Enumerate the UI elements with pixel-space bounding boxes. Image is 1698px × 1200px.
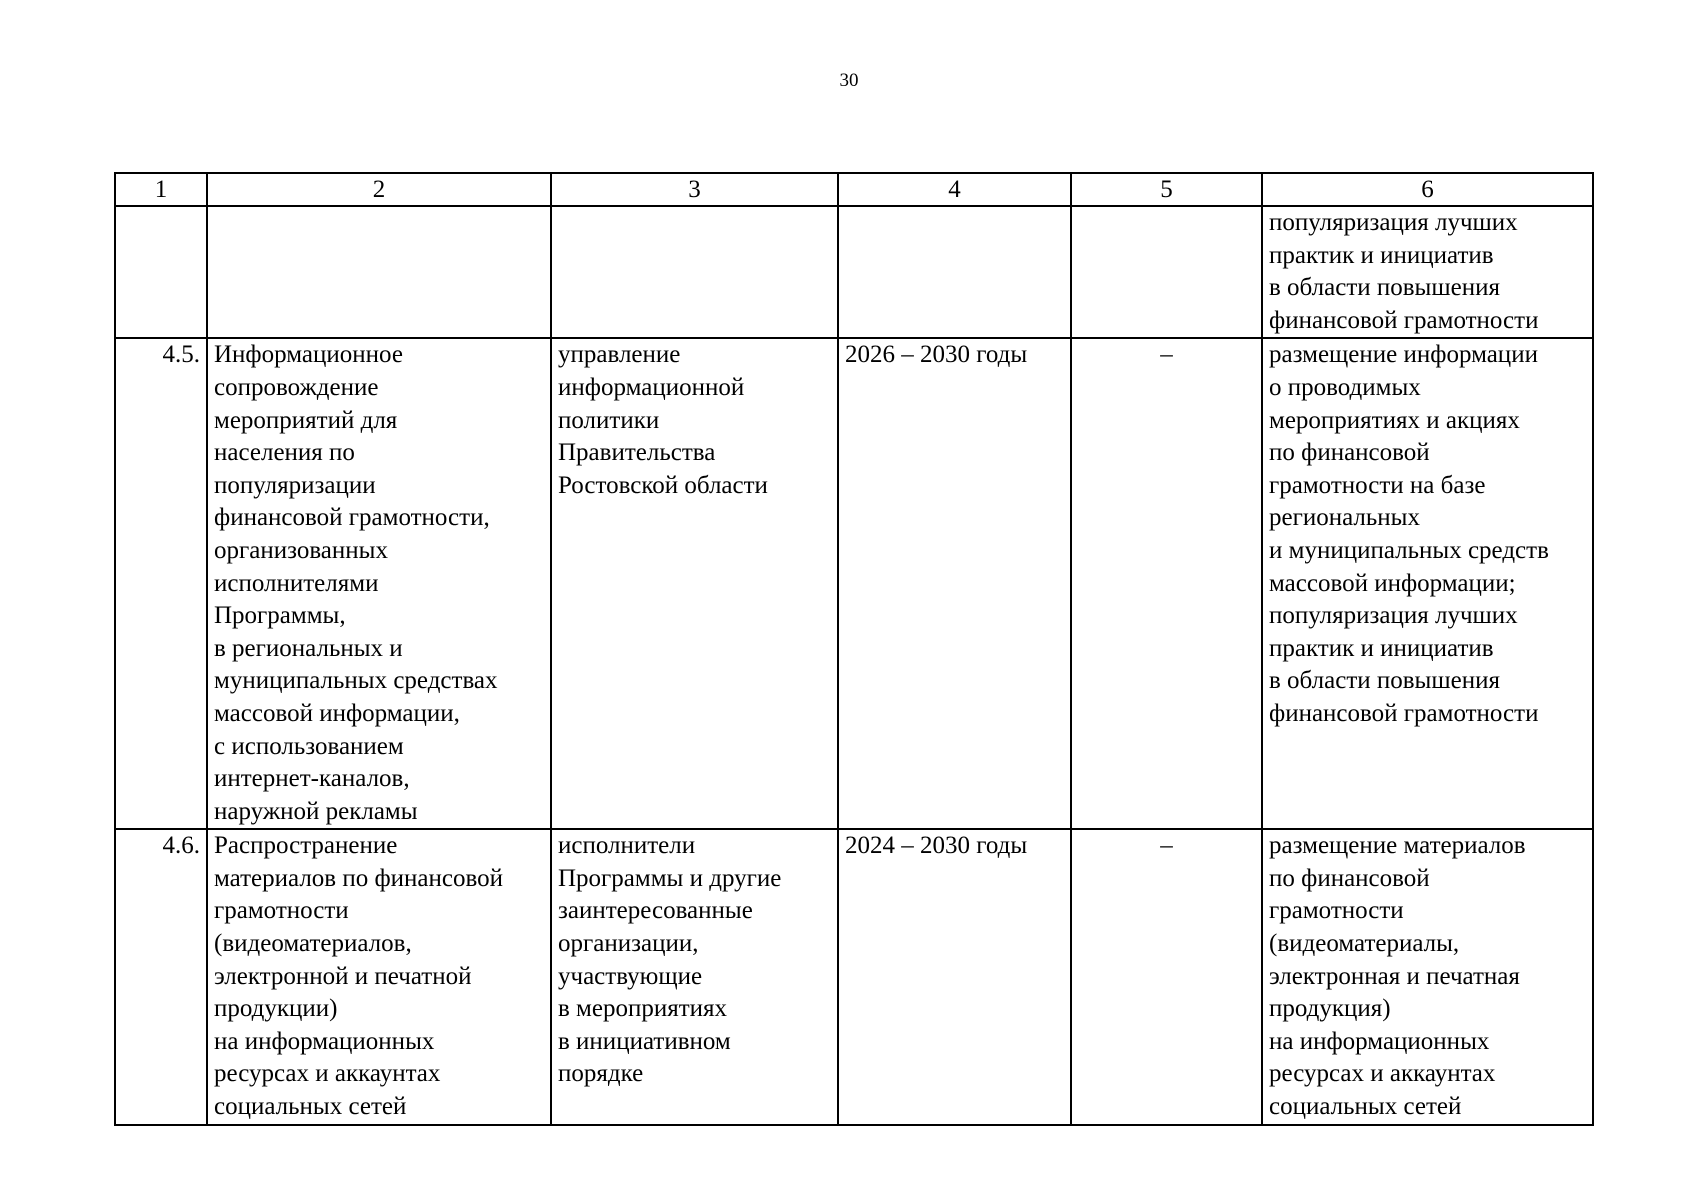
text-line: региональных bbox=[1269, 504, 1420, 532]
text-line: Распространение bbox=[214, 832, 398, 860]
text-line: участвующие bbox=[558, 962, 703, 990]
period-cell: 2026 – 2030 годы bbox=[838, 338, 1071, 829]
page-number: 30 bbox=[839, 70, 859, 91]
text-line: размещение материалов bbox=[1269, 832, 1526, 860]
executor-cell bbox=[551, 829, 838, 1124]
text-line: финансовой грамотности bbox=[1269, 306, 1539, 334]
text-line: популяризации bbox=[214, 471, 376, 499]
text-line: интернет-каналов, bbox=[214, 765, 410, 793]
text-line: продукции) bbox=[214, 995, 338, 1023]
column-header-3: 3 bbox=[551, 173, 838, 206]
text-line: продукция) bbox=[1269, 995, 1391, 1023]
text-line: на информационных bbox=[1269, 1027, 1490, 1055]
continuation-row bbox=[115, 206, 1593, 338]
text-line: (видеоматериалов, bbox=[214, 930, 412, 958]
text-line: в области повышения bbox=[1269, 667, 1500, 695]
text-line: материалов по финансовой bbox=[214, 864, 504, 892]
text-line: популяризация лучших bbox=[1269, 602, 1518, 630]
row-number: 4.5. bbox=[115, 338, 207, 829]
text-line: в инициативном bbox=[558, 1027, 731, 1055]
column-header-5: 5 bbox=[1071, 173, 1262, 206]
text-line: ресурсах и аккаунтах bbox=[1269, 1060, 1496, 1088]
text-line: порядке bbox=[558, 1060, 644, 1088]
period-cell: 2024 – 2030 годы bbox=[838, 829, 1071, 1124]
text-line: по финансовой bbox=[1269, 864, 1430, 892]
column-header-1: 1 bbox=[115, 173, 207, 206]
text-line: организованных bbox=[214, 536, 388, 564]
text-line: политики bbox=[558, 406, 660, 434]
text-line: размещение информации bbox=[1269, 341, 1538, 369]
text-line: мероприятиях и акциях bbox=[1269, 406, 1520, 434]
text-line: социальных сетей bbox=[1269, 1093, 1462, 1121]
text-line: Программы, bbox=[214, 602, 346, 630]
text-line: электронной и печатной bbox=[214, 962, 472, 990]
text-line: Информационное bbox=[214, 341, 403, 369]
text-line: ресурсах и аккаунтах bbox=[214, 1060, 441, 1088]
text-line: о проводимых bbox=[1269, 373, 1421, 401]
cell-empty bbox=[551, 206, 838, 338]
text-line: грамотности на базе bbox=[1269, 471, 1486, 499]
text-line: социальных сетей bbox=[214, 1093, 407, 1121]
text-line: по финансовой bbox=[1269, 439, 1430, 467]
text-line: сопровождение bbox=[214, 373, 379, 401]
header-row bbox=[115, 173, 1593, 206]
text-line: на информационных bbox=[214, 1027, 435, 1055]
text-line: мероприятий для bbox=[214, 406, 398, 434]
text-line: информационной bbox=[558, 373, 745, 401]
text-line: в области повышения bbox=[1269, 274, 1500, 302]
text-line: грамотности bbox=[1269, 897, 1404, 925]
text-line: организации, bbox=[558, 930, 699, 958]
text-line: с использованием bbox=[214, 732, 404, 760]
activity-cell bbox=[207, 338, 551, 829]
text-line: финансовой грамотности bbox=[1269, 699, 1539, 727]
cell-empty bbox=[838, 206, 1071, 338]
measures-table bbox=[114, 172, 1594, 1126]
text-line: управление bbox=[558, 341, 681, 369]
column-header-4: 4 bbox=[838, 173, 1071, 206]
result-cell bbox=[1262, 829, 1593, 1124]
text-line: (видеоматериалы, bbox=[1269, 930, 1460, 958]
table-row bbox=[115, 338, 1593, 829]
text-line: и муниципальных средств bbox=[1269, 536, 1549, 564]
text-line: финансовой грамотности, bbox=[214, 504, 490, 532]
result-cell bbox=[1262, 338, 1593, 829]
cell-empty bbox=[115, 206, 207, 338]
table-row bbox=[115, 829, 1593, 1124]
text-line: в мероприятиях bbox=[558, 995, 728, 1023]
text-line: практик и инициатив bbox=[1269, 241, 1494, 269]
continuation-result-cell bbox=[1262, 206, 1593, 338]
text-line: заинтересованные bbox=[558, 897, 753, 925]
cell-empty bbox=[1071, 206, 1262, 338]
text-line: популяризация лучших bbox=[1269, 209, 1518, 236]
column-header-6: 6 bbox=[1262, 173, 1593, 206]
cell-empty bbox=[207, 206, 551, 338]
text-line: практик и инициатив bbox=[1269, 634, 1494, 662]
text-line: Правительства bbox=[558, 439, 716, 467]
col5-cell: – bbox=[1071, 338, 1262, 829]
text-line: электронная и печатная bbox=[1269, 962, 1520, 990]
text-line: муниципальных средствах bbox=[214, 667, 498, 695]
text-line: Программы и другие bbox=[558, 864, 782, 892]
text-line: исполнителями bbox=[214, 569, 379, 597]
col5-cell: – bbox=[1071, 829, 1262, 1124]
text-line: наружной рекламы bbox=[214, 797, 418, 825]
text-line: Ростовской области bbox=[558, 471, 768, 499]
executor-cell bbox=[551, 338, 838, 829]
text-line: грамотности bbox=[214, 897, 349, 925]
text-line: исполнители bbox=[558, 832, 696, 860]
activity-cell bbox=[207, 829, 551, 1124]
column-header-2: 2 bbox=[207, 173, 551, 206]
text-line: в региональных и bbox=[214, 634, 403, 662]
text-line: массовой информации, bbox=[214, 699, 460, 727]
text-line: населения по bbox=[214, 439, 355, 467]
row-number: 4.6. bbox=[115, 829, 207, 1124]
text-line: массовой информации; bbox=[1269, 569, 1516, 597]
